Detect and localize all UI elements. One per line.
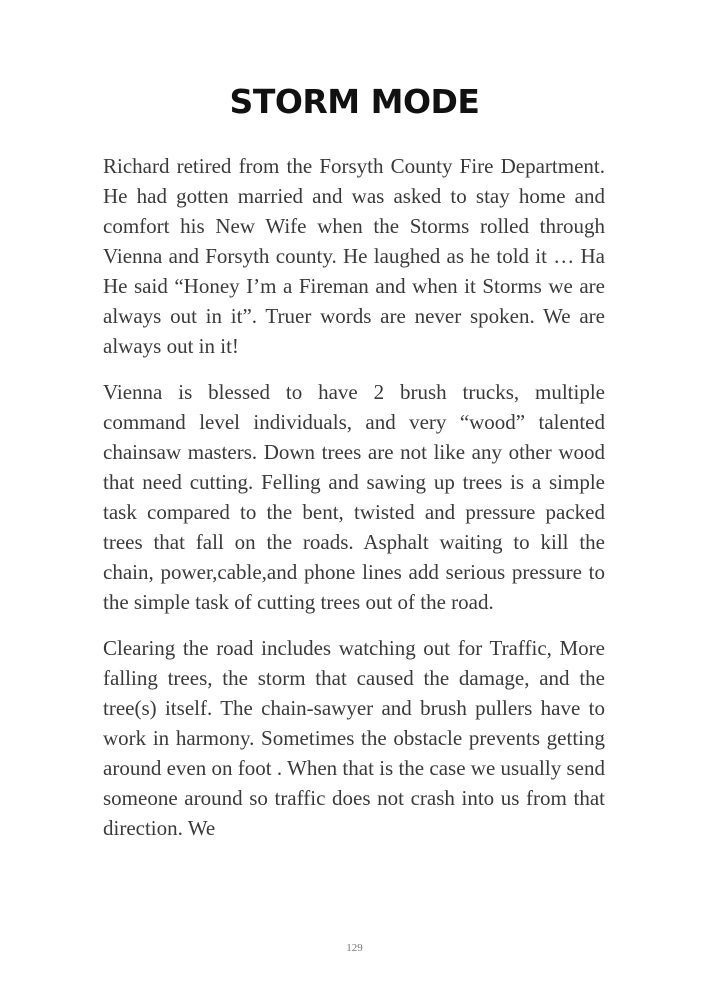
paragraph-1: Richard retired from the Forsyth County Fire Department. He had gotten married and was asked to stay home and comfort his New Wife when the Storms rolled through Vienna and Forsyth county. He laughed as he told it … Ha He said “Honey I’m a Fireman and when it Storms we are always out in it”. Truer words are never spoken. We are always out in it! — [103, 154, 605, 358]
page-title: STORM MODE — [229, 82, 480, 121]
page-number: 129 — [346, 942, 363, 954]
body-text — [103, 151, 605, 859]
paragraph-3: Clearing the road includes watching out for Traffic, More falling trees, the storm that caused the damage, and the tree(s) itself. The chain-sawyer and brush pullers have to work in harmony. Sometimes the obstacle prevents getting around even on foot . When that is the case we usually send someone around so traffic does not crash into us from that direction. We — [103, 636, 605, 840]
paragraph-2: Vienna is blessed to have 2 brush trucks, multiple command level individuals, and very “wood” talented chainsaw masters. Down trees are not like any other wood that need cutting. Felling and sawing up trees is a simple task compared to the bent, twisted and pressure packed trees that fall on the roads. Asphalt waiting to kill the chain, power,cable,and phone lines add serious pressure to the simple task of cutting trees out of the road. — [103, 380, 605, 614]
